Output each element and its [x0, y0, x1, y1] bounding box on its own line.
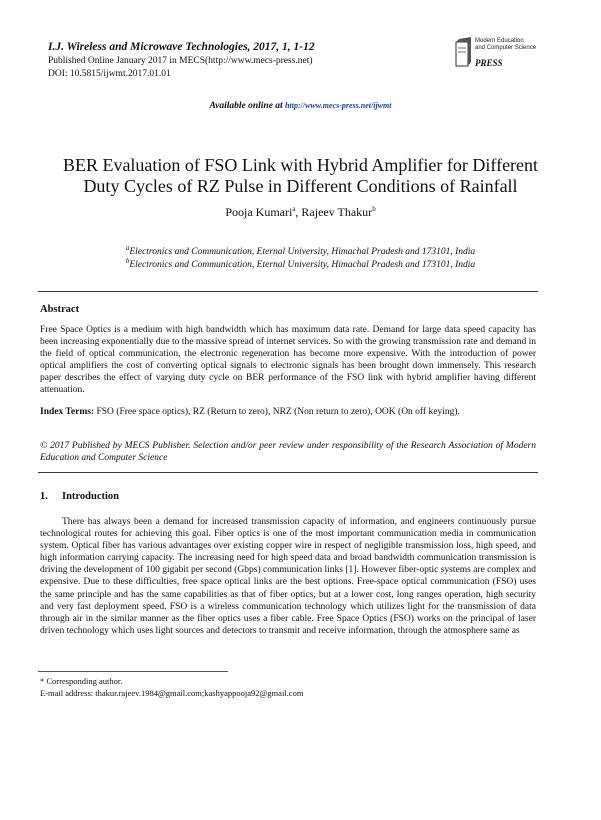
published-line: Published Online January 2017 in MECS(http://www.mecs-press.net)	[48, 56, 313, 66]
authors	[0, 205, 601, 220]
affiliation-a	[0, 244, 601, 257]
paper-title	[40, 155, 561, 197]
email-address: E-mail address: thakur.rajeev.1984@gmail.com;kashyappooja92@gmail.com	[40, 688, 304, 698]
title-line1: BER Evaluation of FSO Link with Hybrid Amplifier for Different	[62, 155, 539, 175]
logo-line2: and Computer Science	[475, 44, 537, 51]
journal-link[interactable]: http://www.mecs-press.net/ijwmt	[285, 101, 392, 110]
intro-text: There has always been a demand for increased transmission capacity of information, and engineers continuously pursue technological routes for achieving this goal. Fiber optics is one of the most important communication media in communication system. Optical fiber has various advantages over existing copper wire in respect of negligible transmission loss, high speed, and high information carrying capacity. The increasing need for high speed data and broad bandwidth communication transmission is driving the development of 100 gigabit per second (Gbps) communication links [1]. However fiber-optic systems are complex and expensive. Due to these difficulties, free space optical links are the best options. Free-space optical communication (FSO) uses the same principle and has the same capabilities as that of fiber optics, but at a lower cost, long ranges operation, high security and very fast deployment speed. FSO is a wireless communication technology which utilizes light for the transmission of data through air in the similar manner as the fiber optics uses a fiber cable. Free Space Optics (FSO) works on the principal of laser driven technology which uses light sources and detectors to transmit and receive information, through the atmosphere same as	[40, 517, 536, 636]
abstract-text: Free Space Optics is a medium with high bandwidth which has maximum data rate. Demand for large data speed capacity has been increasing exponentially due to the massive spread of internet services. So with the growing transmission rate and demand in the field of optical communication, the electronic regeneration has become more expensive. With the introduction of power optical amplifiers the cost of converting optical signals to electronic signals has been brought down immensely. This research paper describes the effect of varying duty cycle on BER performance of the FSO link with hybrid amplifier having different attenuation.	[40, 325, 536, 396]
affiliation-b-text: Electronics and Communication, Eternal University, Himachal Pradesh and 173101, India	[129, 260, 476, 271]
logo-press: PRESS	[475, 58, 503, 68]
divider-bottom	[38, 472, 538, 473]
index-terms	[40, 406, 536, 418]
abstract-heading: Abstract	[40, 304, 80, 315]
index-terms-text: FSO (Free space optics), RZ (Return to zero), NRZ (Non return to zero), OOK (On off keying).	[94, 407, 460, 417]
title-line2: Duty Cycles of RZ Pulse in Different Conditions of Rainfall	[83, 176, 518, 196]
affiliation-b-sup: b	[125, 257, 130, 265]
divider-top	[38, 291, 538, 292]
author-1-sup: a	[292, 205, 296, 213]
author-2-sup: b	[372, 205, 376, 213]
logo-line1: Modern Education	[475, 38, 524, 44]
corresponding-author: * Corresponding author.	[40, 676, 123, 686]
author-sep: ,	[295, 205, 302, 219]
affiliation-a-text: Electronics and Communication, Eternal University, Himachal Pradesh and 173101, India	[129, 247, 476, 258]
book-icon	[455, 36, 473, 68]
footnote-rule	[38, 671, 228, 672]
publisher-logo	[455, 34, 555, 72]
copyright-notice: © 2017 Published by MECS Publisher. Selection and/or peer review under responsibility of the Research Association of Modern Education and Computer Science	[40, 441, 536, 464]
available-online	[0, 101, 601, 111]
journal-header: I.J. Wireless and Microwave Technologies, 2017, 1, 1-12	[48, 41, 315, 53]
doi-line: DOI: 10.5815/ijwmt.2017.01.01	[48, 69, 171, 79]
intro-heading	[40, 491, 119, 502]
intro-number: 1.	[40, 491, 48, 502]
author-2: Rajeev Thakur	[301, 205, 373, 219]
affiliation-b	[0, 257, 601, 270]
affiliation-a-sup: a	[125, 244, 130, 252]
intro-title: Introduction	[62, 491, 119, 502]
available-label: Available online at	[209, 101, 283, 111]
index-terms-label: Index Terms:	[40, 407, 95, 417]
author-1: Pooja Kumari	[225, 205, 293, 219]
